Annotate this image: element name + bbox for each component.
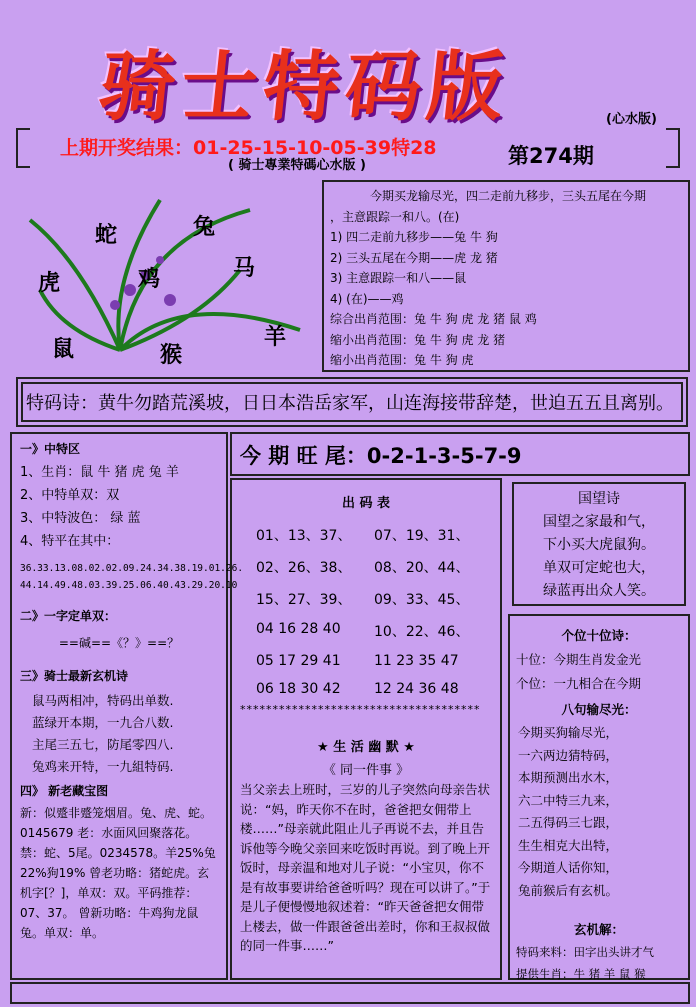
number-cell: 12 24 36 48 (374, 681, 459, 697)
story-title: 《 同一件事 》 (322, 763, 410, 778)
guowang-line: 单双可定蛇也大， (543, 560, 655, 576)
zone-item: 2、中特单双：双 (20, 488, 120, 503)
guowang-box (508, 478, 690, 612)
left-column (10, 432, 244, 980)
zone-item: 4、特平在其中： (20, 534, 120, 549)
zodiac-snake: 蛇 (95, 223, 118, 248)
xj-title: 玄机解： (573, 922, 624, 937)
bracket-left (16, 128, 30, 168)
guowang-line: 国望之家最和气， (543, 514, 655, 530)
lose-line: 本期预测出水木， (518, 770, 619, 785)
lose-poem (518, 722, 682, 902)
special-poem (16, 377, 688, 427)
zodiac-goat: 羊 (264, 325, 287, 350)
guowang-title: 国望诗 (578, 491, 620, 507)
riddle-line: 综合出肖范围：兔 牛 狗 虎 龙 猪 鼠 鸡 (330, 312, 537, 326)
number-cell: 08、20、44、 (374, 560, 470, 576)
bottom-strip (10, 982, 690, 1004)
riddle-line: ，主意跟踪一和八。(在) (330, 209, 460, 224)
riddle-line: 缩小出肖范围：兔 牛 狗 虎 (330, 353, 474, 367)
number-cell: 04 16 28 40 (256, 621, 341, 637)
lose-line: 一六两边猜特码， (518, 747, 619, 763)
xuanji-line: 兔鸡来开特，一九組特码. (32, 759, 174, 774)
edition-label: (心水版) (606, 112, 657, 127)
number-table-title: 出 码 表 (341, 496, 391, 511)
issue-number: 第274期 (508, 144, 594, 168)
last-result: 上期开奖结果：01-25-15-10-05-39特28 (60, 137, 437, 159)
page-title: 骑士特码版 (94, 42, 515, 131)
story-heading: ★ 生 活 幽 默 ★ (317, 740, 415, 755)
digit-line: 个位：一九相合在今期 (516, 676, 642, 691)
zodiac-rabbit: 兔 (193, 215, 216, 240)
zone-item: 3、中特波色： 绿 蓝 (20, 511, 141, 526)
riddle-line: 4) (在)——鸡 (330, 291, 404, 306)
riddle-line: 今期买龙输尽光，四二走前九移步，三头五尾在今期 (370, 189, 647, 203)
digit-line: 十位：今期生肖发金光 (516, 652, 642, 667)
number-cell: 07、19、31、 (374, 528, 470, 544)
lose-line: 二五得码三七跟， (518, 815, 619, 830)
number-cell: 06 18 30 42 (256, 681, 341, 697)
riddle-line: 1) 四二走前九移步——兔 牛 狗 (330, 230, 498, 244)
riddle-line: 3) 主意跟踪一和八——鼠 (330, 271, 467, 285)
xuanji-poem (32, 690, 218, 778)
bracket-right (666, 128, 680, 168)
poem-text: 特码诗：黄牛勿踏荒溪坡，日日本浩岳家军，山连海接带辞楚，世迫五五且离别。 (26, 393, 674, 414)
xj-line: 特码来料：田字出头讲才气 (516, 945, 654, 959)
lucky-tail: 今 期 旺 尾：0-2-1-3-5-7-9 (230, 432, 690, 476)
story-text: 当父亲去上班时，三岁的儿子突然向母亲告状说：“妈，昨天你不在时，爸爸把女佣带上楼……”母亲就此阻止儿子再说不去，并且告诉他等今晚父亲回来吃饭时再说。到了晚上开饭时，母亲温和地对儿子说：“小宝贝，你不是有故事要讲给爸爸听吗？现在可以讲了。”于是儿子便慢慢地叙述着：“昨天爸爸把女佣带上楼去，做一件跟爸爸出差时，你和王叔叔做的同一件事……” (240, 782, 491, 953)
subtitle: ( 骑士專業特碼心水版 ) (228, 158, 366, 173)
zodiac-tiger: 虎 (38, 271, 61, 296)
orchid-leaves (30, 200, 300, 350)
riddle-line: 2) 三头五尾在今期——虎 龙 猪 (330, 250, 498, 265)
map-title: 四》 新老藏宝图 (20, 784, 109, 798)
xuanji-title: 三》骑士最新玄机诗 (20, 669, 129, 683)
number-cell: 09、33、45、 (374, 592, 470, 608)
number-table (240, 525, 492, 697)
zodiac-rooster: 鸡 (138, 267, 161, 292)
riddle-line: 缩小出肖范围：兔 牛 狗 虎 龙 猪 (330, 332, 506, 347)
title-banner (90, 18, 610, 131)
digit-title: 个位十位诗： (561, 628, 637, 643)
zodiac-monkey: 猴 (160, 343, 183, 368)
middle-column (230, 478, 502, 980)
lose-title: 八句输尽光： (561, 702, 637, 717)
word-title: 二》一字定单双： (20, 609, 117, 623)
word-hint: ==碱==《？》==？ (58, 636, 180, 650)
zodiac-horse: 马 (233, 256, 256, 281)
lose-line: 生生相克大出特， (518, 837, 619, 853)
lose-line: 今期道人话你知， (518, 860, 619, 875)
guowang-line: 绿蓝再出众人笑。 (543, 583, 655, 599)
star-divider: ************************************* (240, 703, 481, 716)
number-cell: 10、22、46、 (374, 624, 470, 640)
guowang-line: 下小买大虎鼠狗。 (543, 537, 655, 553)
xuanji-line: 蓝绿开本期，一九合八数. (32, 715, 174, 730)
lose-line: 六二中特三九来， (518, 792, 619, 808)
xuanji-line: 鼠马两相冲，特码出单数. (32, 693, 174, 708)
lose-line: 今期买狗输尽光， (518, 725, 619, 740)
right-column (508, 614, 690, 980)
riddle-box (322, 180, 690, 372)
xj-line: 提供生肖：牛 猪 羊 鼠 猴 (516, 967, 646, 981)
number-cell: 01、13、37、 (256, 528, 352, 544)
guowang-frame (512, 482, 686, 606)
lose-line: 兔前猴后有玄机。 (518, 882, 619, 898)
number-cell: 02、26、38、 (256, 560, 352, 576)
zodiac-rat: 鼠 (52, 337, 75, 362)
number-list: 44.14.49.48.03.39.25.06.40.43.29.20.10 (20, 580, 238, 591)
zone-item: 1、生肖：鼠 牛 猪 虎 兔 羊 (20, 465, 179, 480)
map-text: 新：似蹙非蹙笼烟眉。兔、虎、蛇。0145679 老：水面风回聚落花。禁：蛇、5尾。0234578。羊25%兔22%狗19% 曾老功略：猪蛇虎。玄机字[？]，单双：双。平码推荐：07、37。 曾新功略：牛鸡狗龙鼠兔。单双：单。 (20, 806, 216, 940)
number-cell: 15、27、39、 (256, 592, 352, 608)
number-cell: 11 23 35 47 (374, 653, 459, 669)
xuanji-line: 主尾三五七，防尾零四八. (32, 737, 174, 752)
zone-title: 一》中特区 (20, 442, 81, 456)
number-cell: 05 17 29 41 (256, 653, 341, 669)
number-list: 36.33.13.08.02.02.09.24.34.38.19.01.26. (20, 563, 244, 574)
